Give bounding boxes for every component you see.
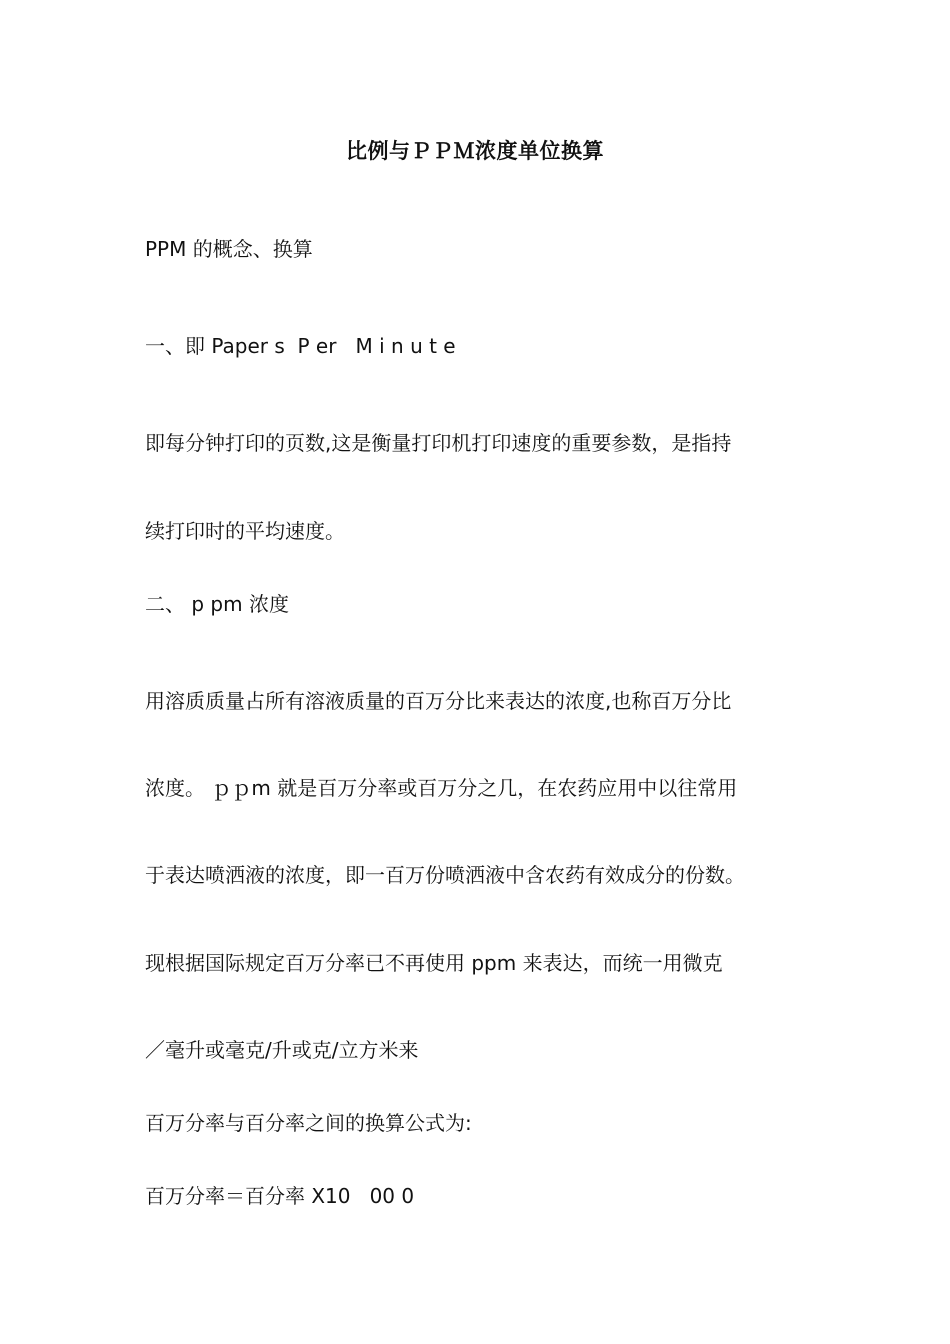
paragraph-ppm-definition-5: ／毫升或毫克/升或克/立方米来	[145, 1038, 419, 1062]
paragraph-pages-per-minute-cont: 续打印时的平均速度。	[145, 519, 345, 543]
paragraph-pages-per-minute: 即每分钟打印的页数,这是衡量打印机打印速度的重要参数，是指持	[145, 431, 732, 455]
paragraph-conversion-formula: 百万分率＝百分率 X10 00 0	[145, 1184, 415, 1208]
paragraph-conversion-intro: 百万分率与百分率之间的换算公式为:	[145, 1111, 472, 1135]
document-title: 比例与ＰＰＭ浓度单位换算	[346, 139, 604, 163]
paragraph-ppm-definition: 用溶质质量占所有溶液质量的百万分比来表达的浓度,也称百万分比	[145, 689, 732, 713]
paragraph-ppm-definition-4: 现根据国际规定百万分率已不再使用 ppm 来表达，而统一用微克	[145, 951, 723, 975]
paragraph-section-one-heading: 一、即 Paper s P er M i n u t e	[145, 334, 456, 358]
paragraph-ppm-concept: PPM 的概念、换算	[145, 237, 313, 261]
paragraph-section-two-heading: 二、 p pm 浓度	[145, 592, 289, 616]
paragraph-ppm-definition-3: 于表达喷洒液的浓度，即一百万份喷洒液中含农药有效成分的份数。	[145, 863, 745, 887]
paragraph-ppm-definition-2: 浓度。 ｐｐm 就是百万分率或百万分之几，在农药应用中以往常用	[145, 776, 738, 800]
